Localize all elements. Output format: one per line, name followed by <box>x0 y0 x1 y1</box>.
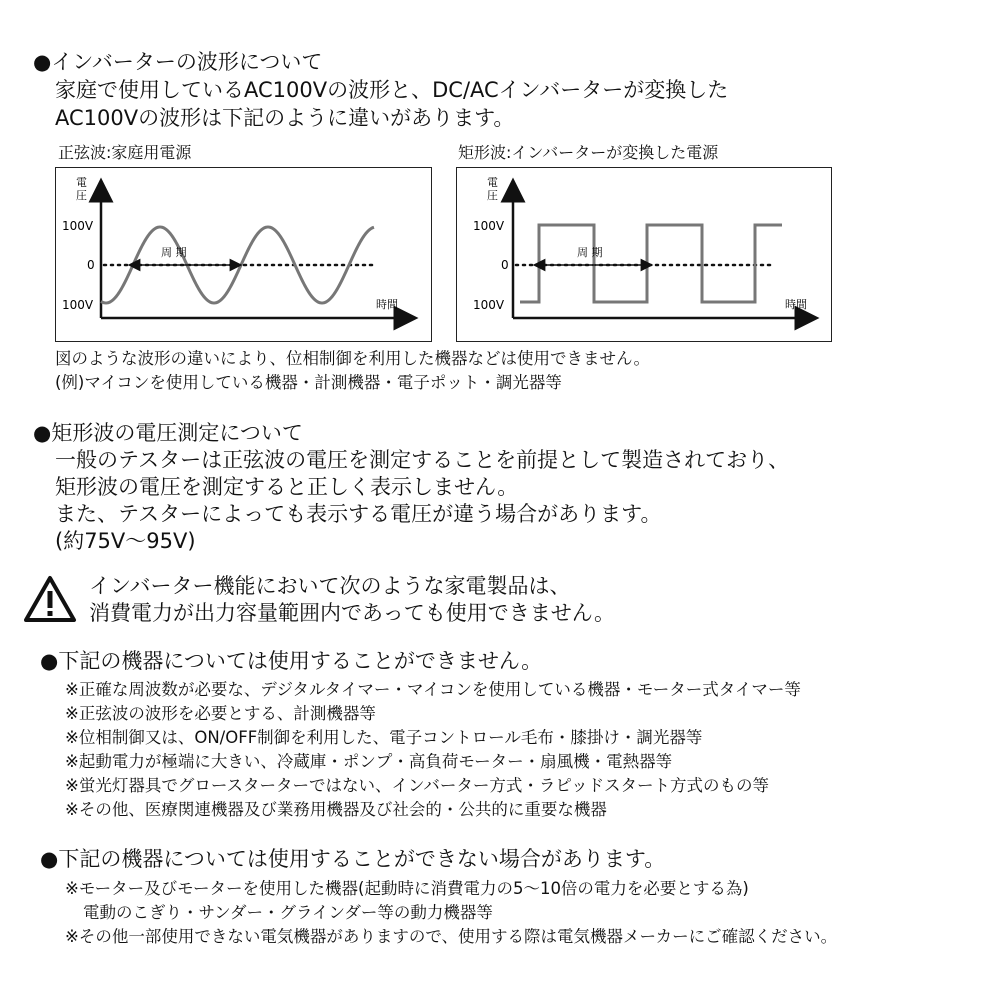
section3-item-3: ※位相制御又は、ON/OFF制御を利用した、電子コントロール毛布・膝掛け・調光器等 <box>65 728 703 747</box>
section3-heading: ●下記の機器については使用することができません。 <box>40 649 543 673</box>
section1-line-1: 家庭で使用しているAC100Vの波形と、DC/ACインバーターが変換した <box>55 78 729 102</box>
warning-line-2: 消費電力が出力容量範囲内であっても使用できません。 <box>89 601 616 625</box>
section3-item-2: ※正弦波の波形を必要とする、計測機器等 <box>65 704 376 723</box>
sine-period-label: 周 期 <box>161 246 187 259</box>
section3-item-5: ※蛍光灯器具でグロースターターではない、インバーター方式・ラピッドスタート方式のもの等 <box>65 776 770 795</box>
section4-item-2: 電動のこぎり・サンダー・グラインダー等の動力機器等 <box>83 903 493 922</box>
square-period-label: 周 期 <box>577 246 603 259</box>
section2-line-3: また、テスターによっても表示する電圧が違う場合があります。 <box>55 502 662 526</box>
section2-heading: ●矩形波の電圧測定について <box>33 421 303 445</box>
section1-note-1: 図のような波形の違いにより、位相制御を利用した機器などは使用できません。 <box>55 349 650 368</box>
square-tick-bottom: 100V <box>473 298 505 312</box>
sine-y-label-top: 電 <box>76 176 87 189</box>
section1-line-2: AC100Vの波形は下記のように違いがあります。 <box>55 106 515 130</box>
warning-line-1: インバーター機能において次のような家電製品は、 <box>89 574 571 598</box>
sine-tick-top: 100V <box>62 219 94 233</box>
section3-item-4: ※起動電力が極端に大きい、冷蔵庫・ポンプ・高負荷モーター・扇風機・電熱器等 <box>65 752 673 771</box>
sine-y-label-bottom: 圧 <box>76 189 87 202</box>
square-y-label-top: 電 <box>487 176 498 189</box>
section1-heading: ●インバーターの波形について <box>33 50 323 74</box>
square-x-label: 時間 <box>785 298 807 311</box>
section2-line-2: 矩形波の電圧を測定すると正しく表示しません。 <box>55 475 519 499</box>
section4-heading: ●下記の機器については使用することができない場合があります。 <box>40 847 666 871</box>
section3-item-6: ※その他、医療関連機器及び業務用機器及び社会的・公共的に重要な機器 <box>65 800 607 819</box>
square-tick-top: 100V <box>473 219 505 233</box>
square-wave-line <box>520 225 782 302</box>
section2-line-4: (約75V〜95V) <box>55 529 196 553</box>
section3-item-1: ※正確な周波数が必要な、デジタルタイマー・マイコンを使用している機器・モーター式タイマー等 <box>65 680 801 699</box>
sine-x-label: 時間 <box>376 298 398 311</box>
section4-item-1: ※モーター及びモーターを使用した機器(起動時に消費電力の5〜10倍の電力を必要とする為) <box>65 879 749 898</box>
sine-caption: 正弦波:家庭用電源 <box>58 143 192 162</box>
sine-wave-diagram <box>55 167 432 342</box>
square-y-label-bottom: 圧 <box>487 189 498 202</box>
warning-triangle-icon <box>22 574 78 624</box>
section1-note-2: (例)マイコンを使用している機器・計測機器・電子ポット・調光器等 <box>55 373 562 392</box>
square-wave-diagram <box>456 167 832 342</box>
sine-tick-bottom: 100V <box>62 298 94 312</box>
square-wave-svg <box>457 168 831 341</box>
sine-tick-zero: 0 <box>87 258 95 272</box>
square-tick-zero: 0 <box>501 258 509 272</box>
square-caption: 矩形波:インバーターが変換した電源 <box>458 143 719 162</box>
section4-item-3: ※その他一部使用できない電気機器がありますので、使用する際は電気機器メーカーにご確認ください。 <box>65 927 838 946</box>
section2-line-1: 一般のテスターは正弦波の電圧を測定することを前提として製造されており、 <box>55 448 790 472</box>
sine-wave-svg <box>56 168 431 341</box>
